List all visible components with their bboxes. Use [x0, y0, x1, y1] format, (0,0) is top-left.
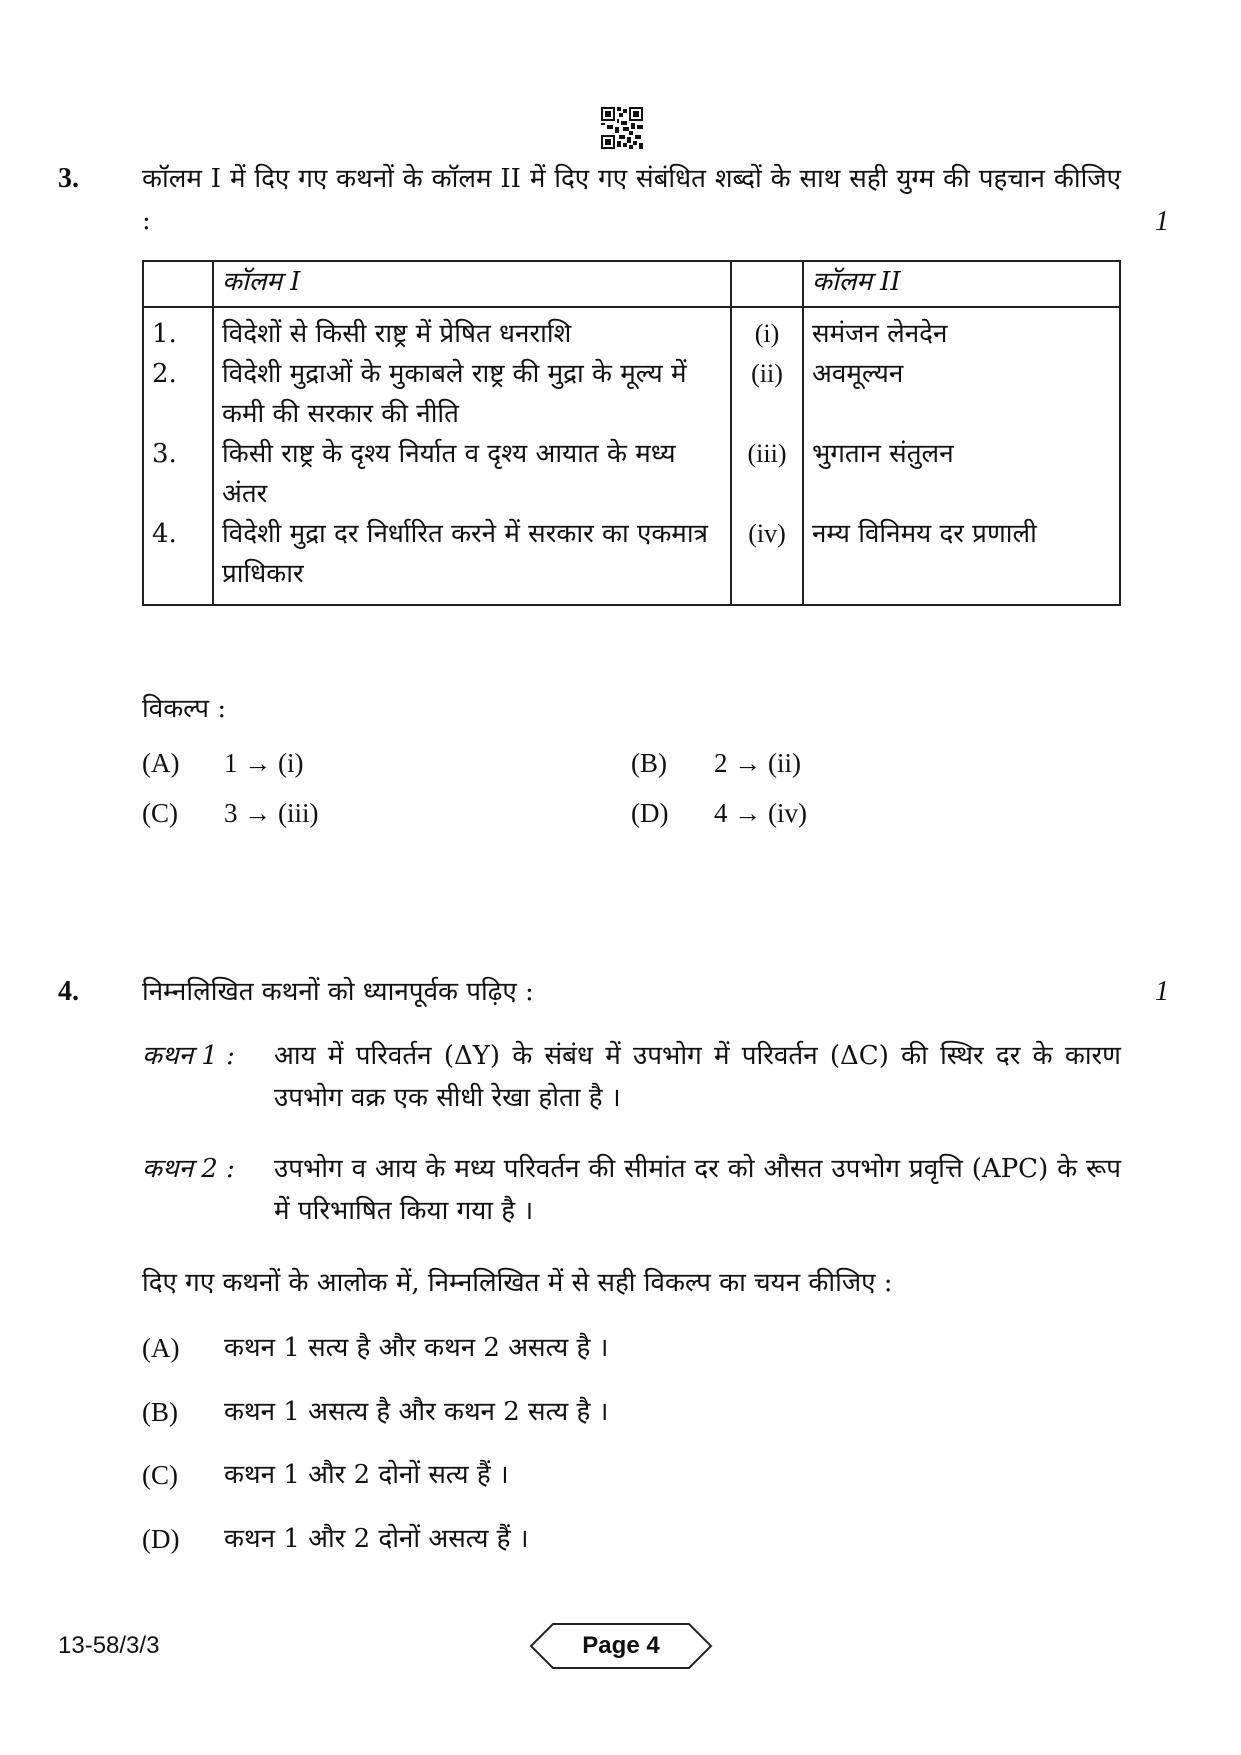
option-text: कथन 1 सत्य है और कथन 2 असत्य है ।	[224, 1333, 609, 1363]
option-text: 1 → (i)	[224, 748, 304, 778]
row-statement: विदेशी मुद्रा दर निर्धारित करने में सरकार का एकमात्र प्राधिकार	[213, 514, 731, 605]
question-4-number: 4.	[58, 976, 79, 1007]
matching-table	[142, 260, 1121, 606]
row-term: अवमूल्यन	[812, 359, 904, 389]
option-label: (C)	[142, 1460, 178, 1490]
question-3-marks: 1	[1155, 206, 1169, 237]
options-label: विकल्प :	[142, 694, 227, 724]
row-roman: (iv)	[731, 514, 803, 605]
row-roman: (i)	[731, 307, 803, 354]
question-4-text: निम्नलिखित कथनों को ध्यानपूर्वक पढ़िए :	[142, 977, 534, 1007]
table-row	[143, 434, 1120, 514]
row-statement: विदेशी मुद्राओं के मुकाबले राष्ट्र की मुद्रा के मूल्य में कमी की सरकार की नीति	[213, 354, 731, 434]
option-label: (B)	[142, 1397, 178, 1427]
option-text: कथन 1 और 2 दोनों सत्य हैं ।	[224, 1460, 509, 1490]
option-label: (D)	[631, 798, 669, 828]
row-number: 4.	[143, 514, 213, 605]
row-roman: (iii)	[731, 434, 803, 514]
statement-1-text: आय में परिवर्तन (ΔY) के संबंध में उपभोग में परिवर्तन (ΔC) की स्थिर दर के कारण उपभोग वक्र एक सीधी रेखा होता है ।	[274, 1041, 1121, 1113]
row-term: नम्य विनिमय दर प्रणाली	[812, 519, 1037, 549]
statement-1-label: कथन 1 :	[142, 1041, 235, 1071]
question-4-marks: 1	[1155, 976, 1169, 1007]
column-2-header: कॉलम II	[803, 261, 1120, 307]
option-text: 3 → (iii)	[224, 798, 319, 828]
instruction-text: दिए गए कथनों के आलोक में, निम्नलिखित में से सही विकल्प का चयन कीजिए :	[142, 1268, 893, 1298]
row-statement: विदेशों से किसी राष्ट्र में प्रेषित धनराशि	[213, 307, 731, 354]
option-label: (A)	[142, 1333, 180, 1363]
row-number: 3.	[143, 434, 213, 514]
page-number: Page 4	[582, 1632, 660, 1659]
row-statement: किसी राष्ट्र के दृश्य निर्यात व दृश्य आयात के मध्य अंतर	[213, 434, 731, 514]
statement-2-label: कथन 2 :	[142, 1154, 235, 1184]
row-number: 2.	[143, 354, 213, 434]
row-term: समंजन लेनदेन	[812, 319, 948, 349]
option-text: कथन 1 और 2 दोनों असत्य हैं ।	[224, 1524, 529, 1554]
table-row	[143, 514, 1120, 605]
option-label: (B)	[631, 748, 667, 778]
table-row	[143, 307, 1120, 354]
row-roman: (ii)	[731, 354, 803, 434]
column-1-header: कॉलम I	[213, 261, 731, 307]
question-3-number: 3.	[58, 163, 79, 194]
option-label: (A)	[142, 748, 180, 778]
qr-code-icon	[601, 107, 643, 149]
table-row	[143, 354, 1120, 434]
paper-code: 13-58/3/3	[58, 1632, 160, 1659]
statement-2-text: उपभोग व आय के मध्य परिवर्तन की सीमांत दर को औसत उपभोग प्रवृत्ति (APC) के रूप में परिभाषित किया गया है ।	[274, 1154, 1121, 1226]
option-label: (D)	[142, 1524, 180, 1554]
option-text: कथन 1 असत्य है और कथन 2 सत्य है ।	[224, 1397, 609, 1427]
row-term: भुगतान संतुलन	[812, 439, 954, 469]
option-text: 2 → (ii)	[714, 748, 801, 778]
table-header-row	[143, 261, 1120, 307]
option-label: (C)	[142, 798, 178, 828]
row-number: 1.	[143, 307, 213, 354]
option-text: 4 → (iv)	[714, 798, 807, 828]
question-3-text: कॉलम I में दिए गए कथनों के कॉलम II में दिए गए संबंधित शब्दों के साथ सही युग्म की पहचान कीजिए :	[142, 164, 1121, 236]
